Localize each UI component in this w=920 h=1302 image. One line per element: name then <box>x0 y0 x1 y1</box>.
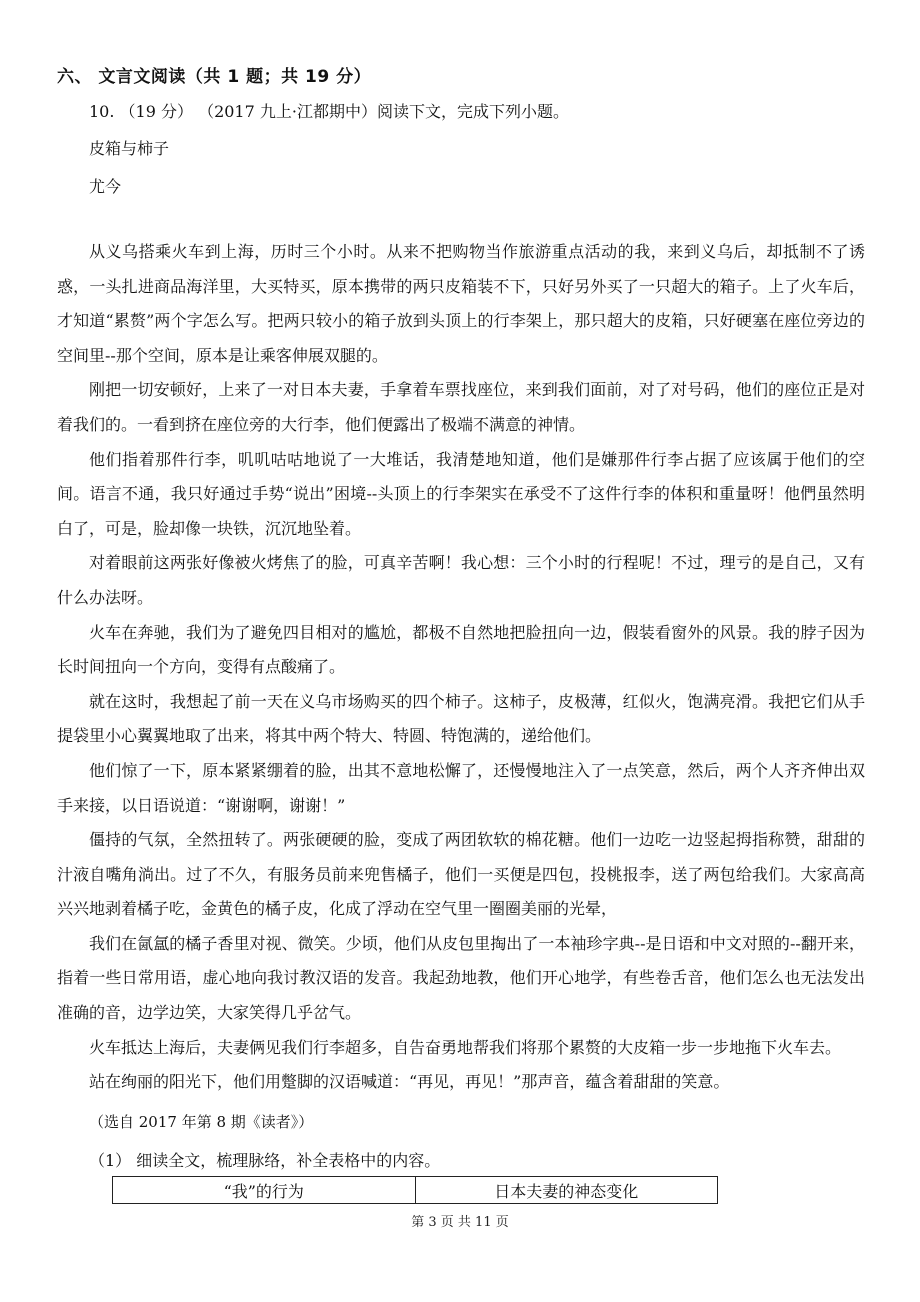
table-header-cell: “我”的行为 <box>113 1177 416 1204</box>
section-heading: 六、 文言文阅读（共 1 题；共 19 分） <box>57 67 372 87</box>
passage-paragraph: 站在绚丽的阳光下，他们用蹩脚的汉语喊道：“再见，再见！”那声音，蕴含着甜甜的笑意。 <box>89 1072 730 1092</box>
passage-paragraph: 就在这时，我想起了前一天在义乌市场购买的四个柿子。这柿子，皮极薄，红似火，饱满亮滑。我把它们从手提袋里小心翼翼地取了出来，将其中两个特大、特圆、特饱满的，递给他们。 <box>57 691 865 746</box>
passage-paragraph: 我们在氤氲的橘子香里对视、微笑。少顷，他们从皮包里掏出了一本袖珍字典--是日语和中文对照的--翻开来，指着一些日常用语，虚心地向我讨教汉语的发音。我起劲地教，他们开心地学，有些卷舌音，他们怎么也无法发出准确的音，边学边笑，大家笑得几乎岔气。 <box>57 933 865 1023</box>
passage-title: 皮箱与柿子 <box>89 139 170 158</box>
passage-paragraph: 从义乌搭乘火车到上海，历时三个小时。从来不把购物当作旅游重点活动的我，来到义乌后，却抵制不了诱惑，一头扎进商品海洋里，大买特买，原本携带的两只皮箱装不下，只好另外买了一只超大的箱子。上了火车后，才知道“累赘”两个字怎么写。把两只较小的箱子放到头顶上的行李架上，那只超大的皮箱，只好硬塞在座位旁边的空间里--那个空间，原本是让乘客伸展双腿的。 <box>57 242 865 365</box>
table-header-row <box>113 1177 718 1204</box>
table-header-cell: 日本夫妻的神态变化 <box>415 1177 718 1204</box>
page-footer: 第 3 页 共 11 页 <box>411 1215 509 1230</box>
passage-paragraph: 对着眼前这两张好像被火烤焦了的脸，可真辛苦啊！我心想：三个小时的行程呢！不过，理亏的是自己，又有什么办法呀。 <box>57 553 865 607</box>
passage-paragraph: 他们指着那件行李，叽叽咕咕地说了一大堆话，我清楚地知道，他们是嫌那件行李占据了应该属于他们的空间。语言不通，我只好通过手势“说出”困境--头顶上的行李架实在承受不了这件行李的体积和重量呀！他們虽然明白了，可是，脸却像一块铁，沉沉地坠着。 <box>57 449 865 538</box>
passage-paragraph: 僵持的气氛，全然扭转了。两张硬硬的脸，变成了两团软软的棉花糖。他们一边吃一边竖起拇指称赞，甜甜的汁液自嘴角淌出。过了不久，有服务员前来兜售橘子，他们一买便是四包，投桃报李，送了两包给我们。大家高高兴兴地剥着橘子吃，金黄色的橘子皮，化成了浮动在空气里一圈圈美丽的光晕， <box>57 830 865 919</box>
answer-table <box>112 1176 718 1204</box>
passage-body <box>57 235 865 1100</box>
passage-paragraph: 火车抵达上海后，夫妻俩见我们行李超多，自告奋勇地帮我们将那个累赘的大皮箱一步一步地拖下火车去。 <box>89 1037 842 1057</box>
passage-author: 尤今 <box>89 177 122 196</box>
source-citation: （选自 2017 年第 8 期《读者》） <box>89 1113 314 1131</box>
passage-paragraph: 火车在奔驰，我们为了避免四目相对的尴尬，都极不自然地把脸扭向一边，假装看窗外的风景。我的脖子因为长时间扭向一个方向，变得有点酸痛了。 <box>57 622 865 677</box>
question-header: 10. （19 分） （2017 九上·江都期中）阅读下文，完成下列小题。 <box>89 102 569 121</box>
subquestion-text: （1） 细读全文，梳理脉络，补全表格中的内容。 <box>89 1151 441 1170</box>
passage-paragraph: 刚把一切安顿好，上来了一对日本夫妻，手拿着车票找座位，来到我们面前，对了对号码，他们的座位正是对着我们的。一看到挤在座位旁的大行李，他们便露出了极端不满意的神情。 <box>57 380 865 434</box>
passage-paragraph: 他们惊了一下，原本紧紧绷着的脸，出其不意地松懈了，还慢慢地注入了一点笑意，然后，两个人齐齐伸出双手来接，以日语说道：“谢谢啊，谢谢！” <box>57 760 865 815</box>
